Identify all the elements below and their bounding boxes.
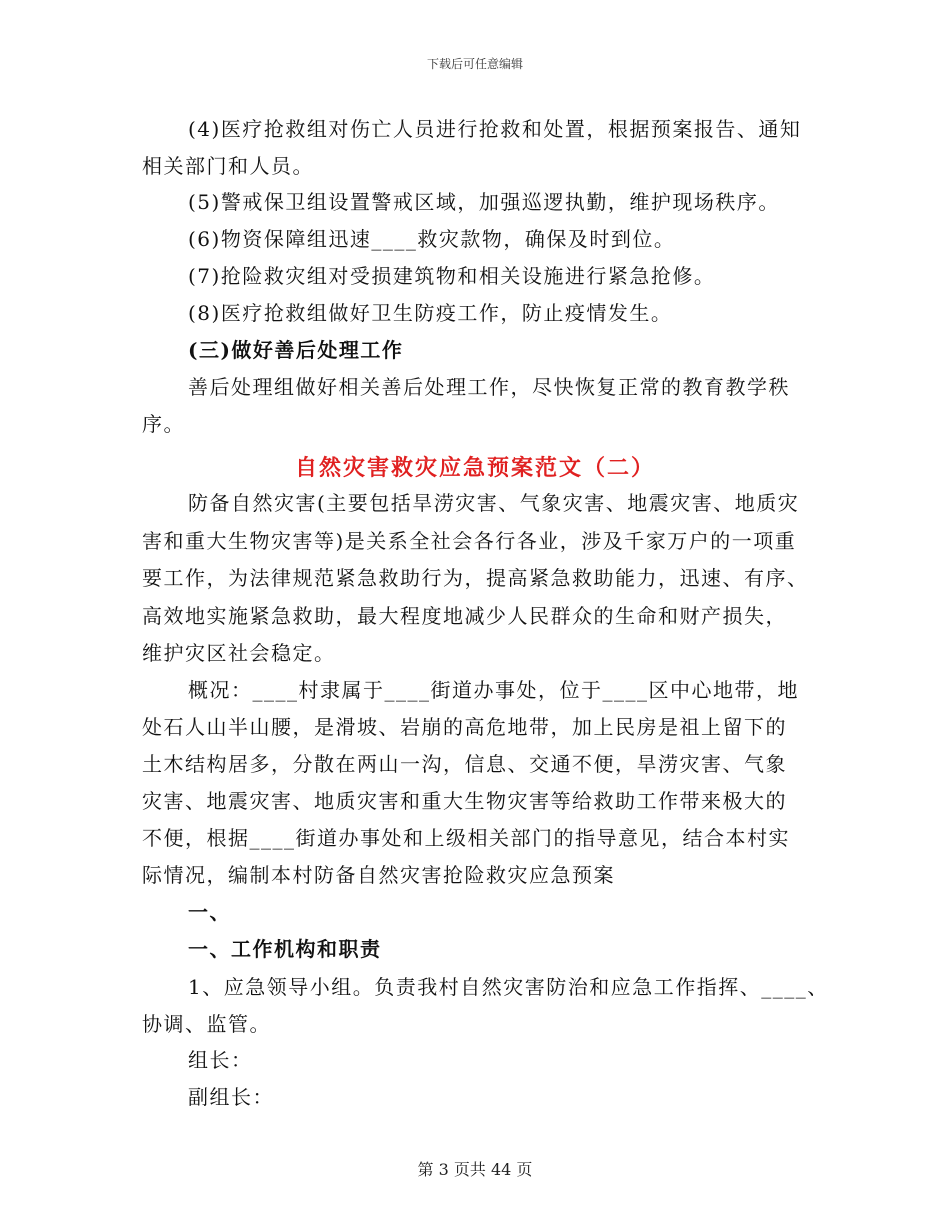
deputy-leader-label: 副组长： xyxy=(188,1085,274,1109)
item-4-line-2: 相关部门和人员。 xyxy=(142,154,314,178)
item-4-line-1: (4)医疗抢救组对伤亡人员进行抢救和处置，根据预案报告、通知 xyxy=(188,117,802,141)
aftermath-line-1: 善后处理组做好相关善后处理工作，尽快恢复正常的教育教学秩 xyxy=(188,375,790,399)
item-7: (7)抢险救灾组对受损建筑物和相关设施进行紧急抢修。 xyxy=(188,264,716,288)
overview-line-1: 概况：____村隶属于____街道办事处，位于____区中心地带，地 xyxy=(188,678,799,702)
part-1-item-1-line-1: 1、应急领导小组。负责我村自然灾害防治和应急工作指挥、____、 xyxy=(188,975,829,999)
intro-line-5: 维护灾区社会稳定。 xyxy=(142,641,336,665)
item-8: (8)医疗抢救组做好卫生防疫工作，防止疫情发生。 xyxy=(188,301,673,325)
overview-line-3: 土木结构居多，分散在两山一沟，信息、交通不便，旱涝灾害、气象 xyxy=(142,752,787,776)
part-1-heading: 一、工作机构和职责 xyxy=(188,937,382,961)
page-number: 第 3 页共 44 页 xyxy=(417,1160,533,1179)
item-6: (6)物资保障组迅速____救灾款物，确保及时到位。 xyxy=(188,227,676,251)
part-1-item-1-line-2: 协调、监管。 xyxy=(142,1012,271,1036)
part-1-mark: 一、 xyxy=(188,900,231,924)
intro-line-3: 要工作，为法律规范紧急救助行为，提高紧急救助能力，迅速、有序、 xyxy=(142,566,809,590)
intro-line-4: 高效地实施紧急救助，最大程度地减少人民群众的生命和财产损失， xyxy=(142,604,787,628)
intro-line-1: 防备自然灾害(主要包括旱涝灾害、气象灾害、地震灾害、地质灾 xyxy=(188,491,800,515)
intro-line-2: 害和重大生物灾害等)是关系全社会各行各业，涉及千家万户的一项重 xyxy=(142,529,797,553)
leader-label: 组长： xyxy=(188,1048,253,1072)
aftermath-line-2: 序。 xyxy=(142,412,185,436)
item-5: (5)警戒保卫组设置警戒区域，加强巡逻执勤，维护现场秩序。 xyxy=(188,190,780,214)
overview-line-5: 不便，根据____街道办事处和上级相关部门的指导意见，结合本村实 xyxy=(142,826,790,850)
overview-line-4: 灾害、地震灾害、地质灾害和重大生物灾害等给救助工作带来极大的 xyxy=(142,789,787,813)
overview-line-2: 处石人山半山腰，是滑坡、岩崩的高危地带，加上民房是祖上留下的 xyxy=(142,715,787,739)
document-title: 自然灾害救灾应急预案范文（二） xyxy=(294,455,655,481)
page-header: 下载后可任意编辑 xyxy=(426,57,523,71)
overview-line-6: 际情况，编制本村防备自然灾害抢险救灾应急预案 xyxy=(142,863,615,887)
section-heading-3: (三)做好善后处理工作 xyxy=(188,338,404,362)
